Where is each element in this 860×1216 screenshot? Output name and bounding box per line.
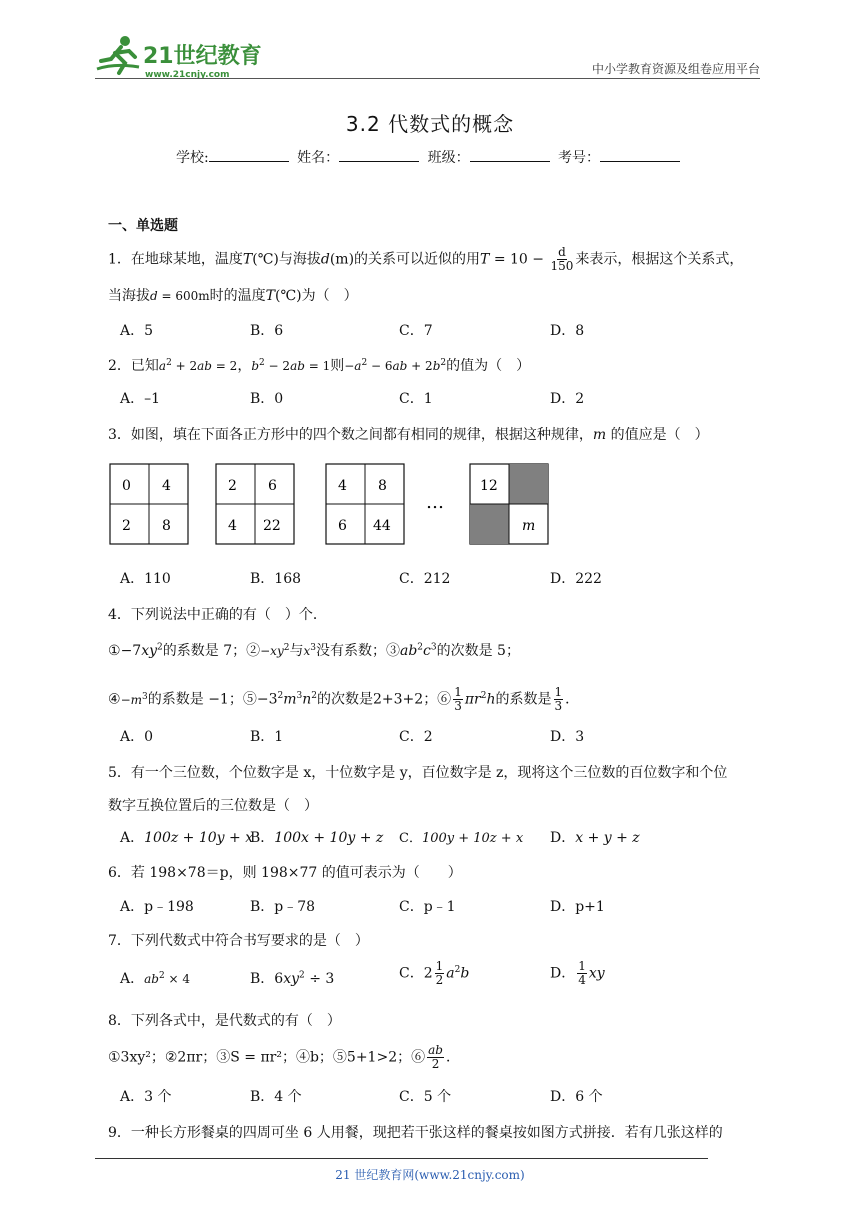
question-1-line2: 当海拔d = 600m时的温度T(℃)为（ ） <box>108 288 358 304</box>
q7-option-b[interactable]: B．$6xy^2 \div 3$ <box>250 970 335 987</box>
q4-option-b[interactable]: B．1 <box>250 729 284 745</box>
svg-text:4: 4 <box>162 478 171 494</box>
q8-option-a[interactable]: A．3 个 <box>120 1089 172 1105</box>
svg-text:6: 6 <box>338 518 347 534</box>
q6-option-d[interactable]: D．p+1 <box>550 899 605 915</box>
svg-text:8: 8 <box>162 518 171 534</box>
page-title: 3.2 代数式的概念 <box>345 112 515 136</box>
header-divider <box>95 78 760 79</box>
q1-option-b[interactable]: B．6 <box>250 323 284 339</box>
svg-text:0: 0 <box>122 478 131 494</box>
q7-option-d[interactable]: D． $\frac{1}{4}$ xy <box>550 959 605 987</box>
student-info-row <box>0 147 860 167</box>
q7-option-c[interactable]: C．2 $\frac{1}{2}$ $a^2b$ <box>399 959 470 987</box>
footer-link[interactable]: 21 世纪教育网(www.21cnjy.com) <box>335 1168 525 1182</box>
svg-text:22: 22 <box>263 518 281 534</box>
logo-main-text: 21世纪教育 <box>143 44 262 69</box>
exam-no-label: 考号： <box>558 150 601 166</box>
q5-option-c[interactable]: C．100y + 10z + x <box>399 831 524 846</box>
q1-option-d[interactable]: D．8 <box>550 323 585 339</box>
q5-option-a[interactable]: A．100z + 10y + x <box>120 830 254 846</box>
question-8-items: ①3xy²；②2πr；③S = πr²；④b；⑤5+1>2；⑥ $\frac{ab}{2}$ ． <box>108 1043 460 1071</box>
school-label: 学校: <box>175 150 209 166</box>
q6-option-b[interactable]: B．p﹣78 <box>250 899 316 915</box>
q1-option-a[interactable]: A．5 <box>120 323 154 339</box>
question-5-line1: 5．有一个三位数，个位数字是 x，十位数字是 y，百位数字是 z，现将这个三位数的百位数字和个位 <box>108 765 728 781</box>
q3-option-b[interactable]: B．168 <box>250 571 302 587</box>
question-7: 7．下列代数式中符合书写要求的是（ ） <box>108 933 369 949</box>
section-heading: 一、单选题 <box>108 218 178 234</box>
q5-option-d[interactable]: D．x + y + z <box>550 830 640 846</box>
runner-icon <box>97 36 139 73</box>
svg-text:4: 4 <box>228 518 237 534</box>
q8-option-c[interactable]: C．5 个 <box>399 1089 452 1105</box>
q3-option-d[interactable]: D．222 <box>550 571 602 587</box>
logo-url-text: www.21cnjy.com <box>145 70 230 80</box>
class-label: 班级： <box>427 150 470 166</box>
question-8: 8．下列各式中，是代数式的有（ ） <box>108 1013 341 1029</box>
class-blank[interactable] <box>470 147 550 162</box>
q3-option-c[interactable]: C．212 <box>399 571 451 587</box>
svg-text:44: 44 <box>373 518 391 534</box>
svg-text:6: 6 <box>268 478 277 494</box>
ellipsis: … <box>426 492 444 513</box>
school-blank[interactable] <box>209 147 289 162</box>
q6-option-a[interactable]: A．p﹣198 <box>120 899 194 915</box>
svg-text:4: 4 <box>338 478 347 494</box>
q4-option-d[interactable]: D．3 <box>550 729 585 745</box>
svg-text:12: 12 <box>480 478 498 494</box>
name-label: 姓名： <box>297 150 340 166</box>
grid-1 <box>110 464 188 544</box>
question-6: 6．若 198×78＝p，则 198×77 的值可表示为（ ） <box>108 865 462 881</box>
grid-2 <box>216 464 294 544</box>
question-4: 4．下列说法中正确的有（ ）个． <box>108 607 327 623</box>
q2-option-a[interactable]: A．–1 <box>120 391 161 407</box>
q2-option-d[interactable]: D．2 <box>550 391 585 407</box>
q6-option-c[interactable]: C．p﹣1 <box>399 899 456 915</box>
question-2: 2．已知$a^2 + 2ab = 2$，$b^2 - 2ab = 1$则$-a^2 - 6ab + 2b^2$的值为（ ） <box>108 358 531 374</box>
svg-text:m: m <box>522 518 536 534</box>
name-blank[interactable] <box>339 147 419 162</box>
grid-3 <box>326 464 404 544</box>
q3-option-a[interactable]: A．110 <box>120 571 171 587</box>
exam-no-blank[interactable] <box>600 147 680 162</box>
q4-option-a[interactable]: A．0 <box>120 729 154 745</box>
question-5-line2: 数字互换位置后的三位数是（ ） <box>108 798 318 814</box>
header-right-text: 中小学教育资源及组卷应用平台 <box>591 62 760 76</box>
q1-option-c[interactable]: C．7 <box>399 323 433 339</box>
question-9: 9．一种长方形餐桌的四周可坐 6 人用餐，现把若干张这样的餐桌按如图方式拼接．若有几张这样的 <box>108 1125 723 1141</box>
q2-option-c[interactable]: C．1 <box>399 391 433 407</box>
site-logo <box>95 33 265 81</box>
number-grids-figure <box>108 460 568 554</box>
question-4-statements-2: $④-m^3$的系数是 −1；$⑤-3^2m^3n^2$的次数是2+3+2；⑥ $\frac{1}{3}$ $\pi r^2h$的系数是 $\frac{1}{3}$ ． <box>108 685 580 713</box>
q2-option-b[interactable]: B．0 <box>250 391 284 407</box>
svg-text:2: 2 <box>228 478 237 494</box>
svg-text:2: 2 <box>122 518 131 534</box>
question-4-statements-1: $①-7xy^2$的系数是 7；$②-xy^2$与$x^3$没有系数；$③ab^2c^3$的次数是 5； <box>108 642 520 659</box>
fraction-d-over-150: $\frac{d}{150}$ <box>550 245 574 273</box>
grid-4 <box>470 464 548 544</box>
q7-option-a[interactable]: A．$ab^2 \times 4$ <box>120 971 191 987</box>
footer-divider <box>95 1158 708 1159</box>
question-3: 3．如图，填在下面各正方形中的四个数之间都有相同的规律，根据这种规律，m 的值应是（ ） <box>108 427 709 443</box>
q5-option-b[interactable]: B．100x + 10y + z <box>250 830 384 846</box>
q8-option-b[interactable]: B．4 个 <box>250 1089 302 1105</box>
q8-option-d[interactable]: D．6 个 <box>550 1089 603 1105</box>
q4-option-c[interactable]: C．2 <box>399 729 433 745</box>
question-1-line1: 1．在地球某地，温度T(℃)与海拔d(m)的关系可以近似的用T = 10 − $\frac{d}{150}$ 来表示，根据这个关系式， <box>108 245 744 273</box>
svg-text:8: 8 <box>378 478 387 494</box>
